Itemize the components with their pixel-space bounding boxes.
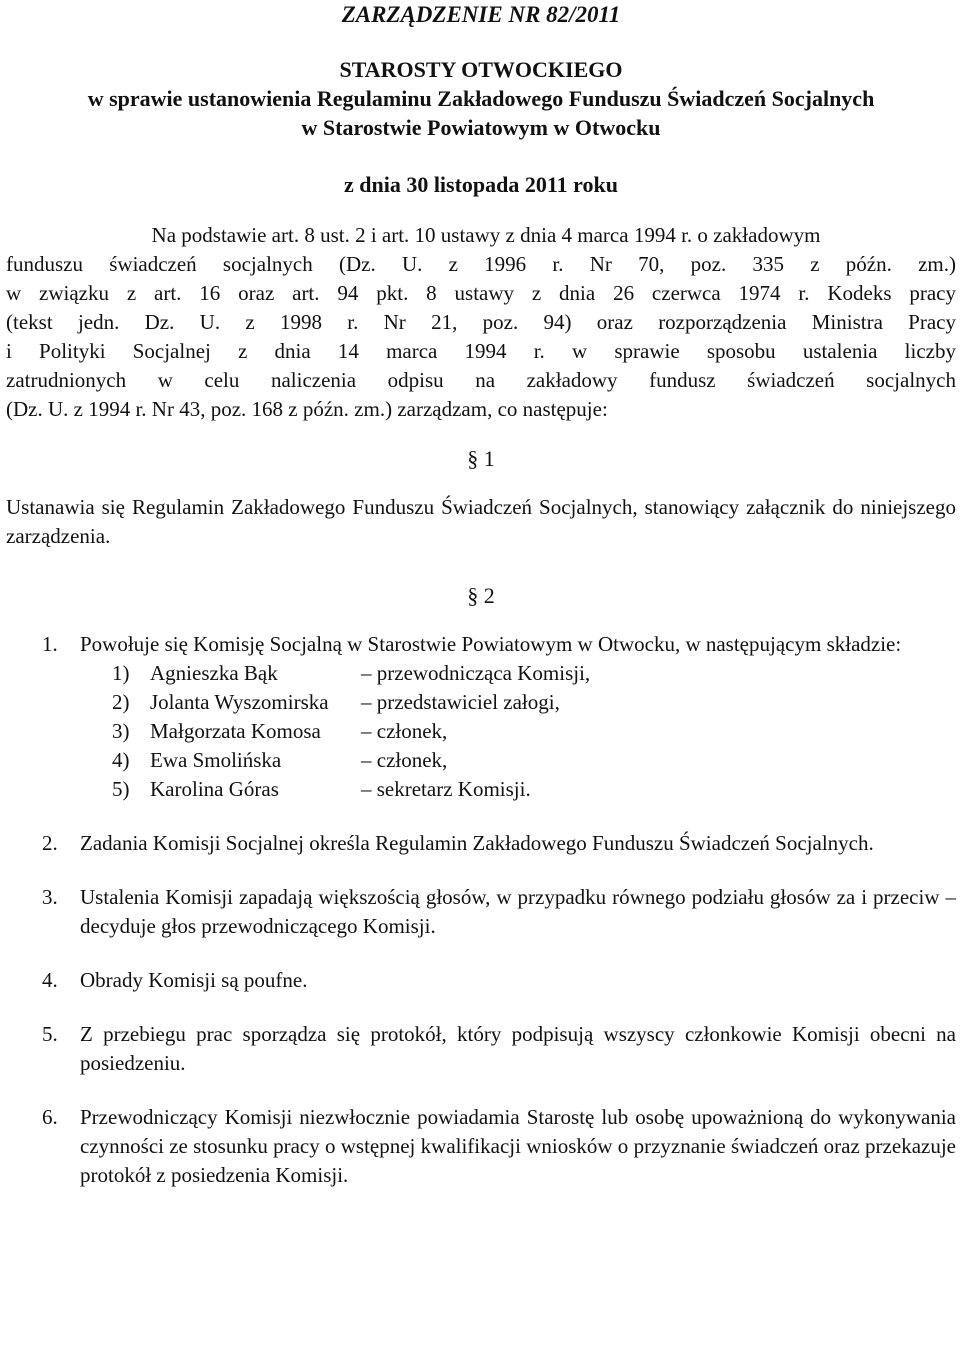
member-row <box>6 717 956 746</box>
member-row <box>6 775 956 804</box>
member-name: Karolina Góras <box>150 777 279 801</box>
member-number: 2) <box>112 690 130 714</box>
item-text: Obrady Komisji są poufne. <box>80 968 308 992</box>
item-number: 4. <box>42 968 58 992</box>
item-number: 5. <box>42 1022 58 1046</box>
item-text: Zadania Komisji Socjalnej określa Regulamin Zakładowego Funduszu Świadczeń Socjalnych. <box>80 831 874 855</box>
member-row <box>6 688 956 717</box>
preamble <box>6 221 956 424</box>
item-number: 1. <box>42 632 58 656</box>
member-row <box>6 659 956 688</box>
section-2-mark: § 2 <box>467 583 495 608</box>
item-text: Z przebiegu prac sporządza się protokół, który podpisują wszyscy członkowie Komisji obecni na posiedzeniu. <box>80 1022 956 1075</box>
subject-line-1: w sprawie ustanowienia Regulaminu Zakładowego Funduszu Świadczeń Socjalnych <box>87 86 875 111</box>
document-title: ZARZĄDZENIE NR 82/2011 <box>341 2 621 27</box>
member-name: Małgorzata Komosa <box>150 719 321 743</box>
member-row <box>6 746 956 775</box>
preamble-line: i Polityki Socjalnej z dnia 14 marca 1994 r. w sprawie sposobu ustalenia liczby <box>6 339 956 363</box>
member-role: – sekretarz Komisji. <box>361 777 531 801</box>
section-2-item <box>6 883 956 941</box>
member-name: Agnieszka Bąk <box>150 661 278 685</box>
issuer-heading: STAROSTY OTWOCKIEGO <box>339 57 623 82</box>
member-number: 4) <box>112 748 130 772</box>
document-date: z dnia 30 listopada 2011 roku <box>343 172 619 197</box>
member-number: 1) <box>112 661 130 685</box>
member-role: – przewodnicząca Komisji, <box>361 661 591 685</box>
committee-members <box>6 659 956 804</box>
section-2-item <box>6 1103 956 1190</box>
member-role: – członek, <box>361 719 448 743</box>
member-number: 5) <box>112 777 130 801</box>
section-2-item <box>6 829 956 858</box>
member-name: Jolanta Wyszomirska <box>150 690 329 714</box>
member-role: – członek, <box>361 748 448 772</box>
section-2-item <box>6 630 956 659</box>
member-role: – przedstawiciel załogi, <box>361 690 560 714</box>
item-number: 6. <box>42 1105 58 1129</box>
item-text: Powołuje się Komisję Socjalną w Starostwie Powiatowym w Otwocku, w następującym składzie: <box>80 632 902 656</box>
item-number: 2. <box>42 831 58 855</box>
section-2-item <box>6 1020 956 1078</box>
preamble-line: (tekst jedn. Dz. U. z 1998 r. Nr 21, poz. 94) oraz rozporządzenia Ministra Pracy <box>6 310 956 334</box>
preamble-line: zatrudnionych w celu naliczenia odpisu na zakładowy fundusz świadczeń socjalnych <box>6 368 956 392</box>
member-number: 3) <box>112 719 130 743</box>
item-text: Ustalenia Komisji zapadają większością głosów, w przypadku równego podziału głosów za i przeciw – decyduje głos przewodniczącego Komisji. <box>80 885 956 938</box>
subject-line-2: w Starostwie Powiatowym w Otwocku <box>301 115 661 140</box>
item-number: 3. <box>42 885 58 909</box>
section-2-item <box>6 966 956 995</box>
preamble-line: funduszu świadczeń socjalnych (Dz. U. z 1996 r. Nr 70, poz. 335 z późn. zm.) <box>6 252 956 276</box>
preamble-line: Na podstawie art. 8 ust. 2 i art. 10 ustawy z dnia 4 marca 1994 r. o zakładowym <box>151 223 821 247</box>
section-1-mark: § 1 <box>467 446 495 471</box>
item-text: Przewodniczący Komisji niezwłocznie powiadamia Starostę lub osobę upoważnioną do wykonywania czynności ze stosunku pracy o wstępnej kwalifikacji wniosków o przyznanie świadczeń oraz przekazuje protokół z posiedzenia Komisji. <box>80 1105 956 1187</box>
member-name: Ewa Smolińska <box>150 748 282 772</box>
section-1-text: Ustanawia się Regulamin Zakładowego Funduszu Świadczeń Socjalnych, stanowiący załącznik do niniejszego zarządzenia. <box>6 495 956 548</box>
preamble-line: w związku z art. 16 oraz art. 94 pkt. 8 ustawy z dnia 26 czerwca 1974 r. Kodeks pracy <box>6 281 956 305</box>
preamble-line: (Dz. U. z 1994 r. Nr 43, poz. 168 z późn. zm.) zarządzam, co następuje: <box>6 397 608 421</box>
